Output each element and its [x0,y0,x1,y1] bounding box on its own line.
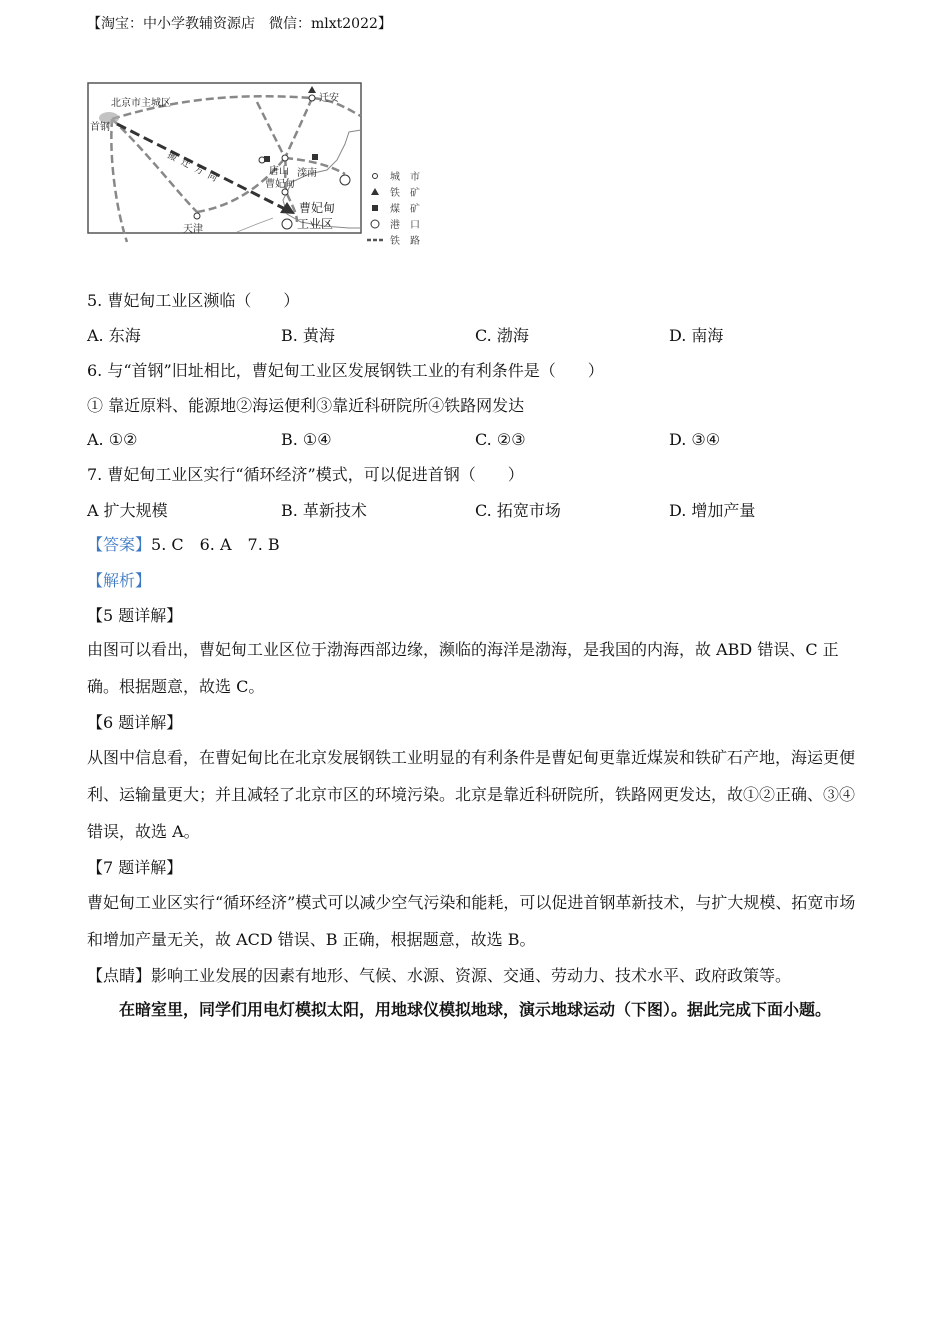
legend-iron-mine: 铁 矿 [390,188,420,199]
legend-city-icon [373,174,378,179]
label-tangshan: 唐山 [269,166,289,177]
label-luannan: 滦南 [297,168,317,179]
d5-title: 【5 题详解】 [87,606,183,625]
q5-option-b: B. 黄海 [281,326,335,345]
industrial-map [87,82,423,256]
q6-conditions: ① 靠近原料、能源地②海运便利③靠近科研院所④铁路网发达 [87,396,525,415]
tianjin-city-icon [194,213,200,219]
q5-option-a: A. 东海 [87,326,141,345]
label-qianan: 迁安 [319,93,339,104]
legend-coal-mine: 煤 矿 [390,204,420,215]
label-caofeidian-industrial-1: 曹妃甸 [299,201,336,215]
luannan-city-icon [282,155,288,161]
d7-text: 曹妃甸工业区实行“循环经济”模式可以减少空气污染和能耗，可以促进首钢革新技术，与扩大规模、拓宽市场和增加产量无关，故 ACD 错误、B 正确，根据题意，故选 B。 [87,893,856,949]
label-shougang: 首钢 [90,122,110,133]
q7-stem: 7. 曹妃甸工业区实行“循环经济”模式，可以促进首钢（ ） [87,465,524,484]
port-icon [340,175,350,185]
legend-port-icon [371,220,379,228]
d7-title: 【7 题详解】 [87,858,183,877]
label-caofeidian-town: 曹妃甸 [265,179,295,190]
d5-text: 由图可以看出，曹妃甸工业区位于渤海西部边缘，濒临的海洋是渤海，是我国的内海，故 ABD 错误、C 正确。根据题意，故选 C。 [87,640,839,696]
label-beijing: 北京市主城区 [111,98,171,109]
q6-stem: 6. 与“首钢”旧址相比，曹妃甸工业区发展钢铁工业的有利条件是（ ） [87,361,604,380]
map-legend [367,170,420,247]
q6-option-c: C. ②③ [475,430,526,449]
q6-option-d: D. ③④ [669,430,721,449]
dianjing: 【点睛】影响工业发展的因素有地形、气候、水源、资源、交通、劳动力、技术水平、政府政策等。 [87,966,792,985]
legend-iron-mine-icon [371,188,379,195]
qianan-city-icon [309,95,315,101]
analysis-label: 【解析】 [87,571,152,590]
q7-option-a: A 扩大规模 [87,501,168,520]
answer-label: 【答案】 [87,535,152,554]
coal-mine-icon [264,156,270,162]
q5-option-d: D. 南海 [669,326,724,345]
next-intro: 在暗室里，同学们用电灯模拟太阳，用地球仪模拟地球，演示地球运动（下图）。据此完成下面小题。 [119,1000,832,1019]
legend-coal-mine-icon [372,205,378,211]
coal-mine-icon [312,154,318,160]
page-header: 【淘宝：中小学教辅资源店 微信：mlxt2022】 [87,16,392,32]
q5-option-c: C. 渤海 [475,326,529,345]
q7-option-d: D. 增加产量 [669,501,756,520]
q7-option-c: C. 拓宽市场 [475,501,561,520]
label-tianjin: 天津 [183,224,203,235]
legend-city: 城 市 [390,172,420,183]
legend-port: 港 口 [390,220,420,231]
q6-option-b: B. ①④ [281,430,332,449]
q6-option-a: A. ①② [87,430,138,449]
d6-text: 从图中信息看，在曹妃甸比在北京发展钢铁工业明显的有利条件是曹妃甸更靠近煤炭和铁矿石产地，海运更便利、运输量更大；并且减轻了北京市区的环境污染。北京是靠近科研院所，铁路网更发达，故①②正确、③④错误，故选 A。 [87,748,856,841]
answer-line [87,535,280,555]
d6-title: 【6 题详解】 [87,713,183,732]
q7-option-b: B. 革新技术 [281,501,367,520]
q5-stem: 5. 曹妃甸工业区濒临（ ） [87,291,300,310]
legend-railway: 铁 路 [390,236,420,247]
answer-text: 5. C 6. A 7. B [151,535,280,554]
label-caofeidian-industrial-2: 工业区 [297,217,334,231]
port-icon [282,219,292,229]
label-relocation: 搬迁方向 [165,150,224,187]
